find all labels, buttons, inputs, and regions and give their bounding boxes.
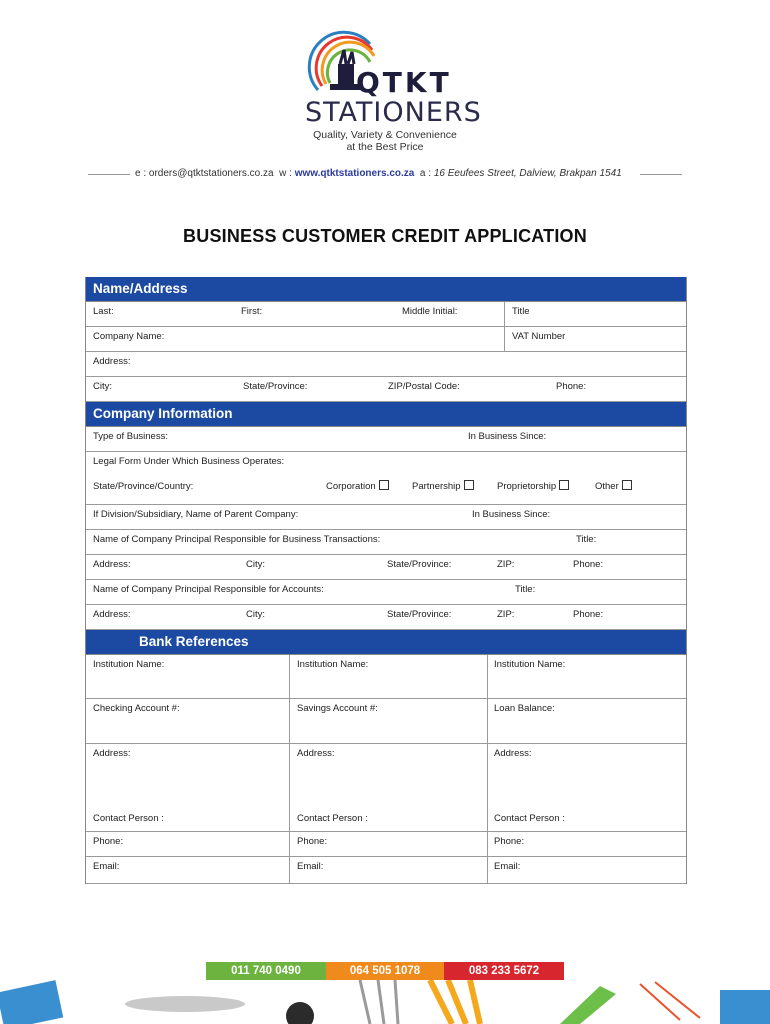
address-label: a : bbox=[419, 168, 432, 179]
partnership-option[interactable] bbox=[412, 480, 474, 492]
title-field[interactable]: Title bbox=[512, 306, 530, 317]
state-2-field[interactable]: State/Province: bbox=[387, 609, 452, 620]
divider bbox=[487, 655, 488, 698]
bank-address-1-field[interactable]: Address: bbox=[93, 748, 131, 759]
zip-2-field[interactable]: ZIP: bbox=[497, 609, 515, 620]
website-link[interactable]: www.qtktstationers.co.za bbox=[294, 168, 415, 179]
checking-account-field[interactable]: Checking Account #: bbox=[93, 703, 180, 714]
institution-2-field[interactable]: Institution Name: bbox=[297, 659, 369, 670]
savings-account-field[interactable]: Savings Account #: bbox=[297, 703, 378, 714]
form-row-bank-email bbox=[86, 857, 686, 884]
first-name-field[interactable]: First: bbox=[241, 306, 263, 317]
form-row-city bbox=[86, 377, 686, 402]
divider bbox=[289, 655, 290, 698]
bank-email-2-field[interactable]: Email: bbox=[297, 861, 324, 872]
bank-email-1-field[interactable]: Email: bbox=[93, 861, 120, 872]
form-row-bank-address bbox=[86, 744, 686, 832]
city-1-field[interactable]: City: bbox=[246, 559, 265, 570]
contact-text bbox=[135, 168, 622, 179]
divider bbox=[289, 744, 290, 831]
form-row-institution bbox=[86, 655, 686, 699]
corporation-checkbox[interactable] bbox=[379, 480, 389, 490]
form-row-address bbox=[86, 352, 686, 377]
corporation-label: Corporation bbox=[326, 481, 376, 492]
form-row-bank-phone bbox=[86, 832, 686, 857]
proprietorship-option[interactable] bbox=[497, 480, 569, 492]
institution-3-field[interactable]: Institution Name: bbox=[494, 659, 566, 670]
divider bbox=[487, 699, 488, 743]
state-country-field[interactable]: State/Province/Country: bbox=[93, 481, 194, 492]
form-row-accounts bbox=[86, 699, 686, 744]
footer-phone-1: 011 740 0490 bbox=[206, 962, 326, 980]
proprietorship-label: Proprietorship bbox=[497, 481, 557, 492]
last-name-field[interactable]: Last: bbox=[93, 306, 114, 317]
state-field[interactable]: State/Province: bbox=[243, 381, 308, 392]
divider bbox=[504, 302, 505, 326]
section-header-company-info: Company Information bbox=[86, 402, 686, 427]
divider bbox=[289, 857, 290, 883]
principal-transactions-field[interactable]: Name of Company Principal Responsible for Business Transactions: bbox=[93, 534, 381, 545]
email-link[interactable]: orders@qtktstationers.co.za bbox=[148, 168, 274, 179]
tagline-line-2: at the Best Price bbox=[346, 141, 424, 153]
business-type-field[interactable]: Type of Business: bbox=[93, 431, 168, 442]
principal-title-2-field[interactable]: Title: bbox=[515, 584, 536, 595]
form-row-principal-tx bbox=[86, 530, 686, 555]
tagline-line-1: Quality, Variety & Convenience bbox=[313, 129, 457, 141]
zip-1-field[interactable]: ZIP: bbox=[497, 559, 515, 570]
bank-phone-1-field[interactable]: Phone: bbox=[93, 836, 124, 847]
form-row-division bbox=[86, 505, 686, 530]
corporation-option[interactable] bbox=[326, 480, 389, 492]
phone-2-field[interactable]: Phone: bbox=[573, 609, 604, 620]
form-row-name bbox=[86, 302, 686, 327]
zip-field[interactable]: ZIP/Postal Code: bbox=[388, 381, 460, 392]
divider bbox=[504, 327, 505, 351]
city-2-field[interactable]: City: bbox=[246, 609, 265, 620]
footer-phone-3: 083 233 5672 bbox=[444, 962, 564, 980]
parent-company-field[interactable]: If Division/Subsidiary, Name of Parent Company: bbox=[93, 509, 299, 520]
contact-person-3-field[interactable]: Contact Person : bbox=[494, 813, 565, 824]
company-address: 16 Eeufees Street, Dalview, Brakpan 1541 bbox=[433, 168, 622, 179]
partnership-checkbox[interactable] bbox=[464, 480, 474, 490]
bank-address-3-field[interactable]: Address: bbox=[494, 748, 532, 759]
divider bbox=[289, 699, 290, 743]
bank-phone-3-field[interactable]: Phone: bbox=[494, 836, 525, 847]
bank-phone-2-field[interactable]: Phone: bbox=[297, 836, 328, 847]
divider bbox=[289, 832, 290, 856]
business-since-2-field[interactable]: In Business Since: bbox=[472, 509, 551, 520]
address-2-field[interactable]: Address: bbox=[93, 609, 131, 620]
form-row-company bbox=[86, 327, 686, 352]
credit-application-form bbox=[85, 277, 687, 884]
proprietorship-checkbox[interactable] bbox=[559, 480, 569, 490]
email-label: e : bbox=[135, 168, 147, 179]
section-header-bank-references: Bank References bbox=[86, 630, 686, 655]
phone-field[interactable]: Phone: bbox=[556, 381, 587, 392]
state-1-field[interactable]: State/Province: bbox=[387, 559, 452, 570]
address-1-field[interactable]: Address: bbox=[93, 559, 131, 570]
web-label: w : bbox=[279, 168, 292, 179]
divider bbox=[487, 857, 488, 883]
company-name-field[interactable]: Company Name: bbox=[93, 331, 165, 342]
form-row-principal-acc bbox=[86, 580, 686, 605]
other-label: Other bbox=[595, 481, 619, 492]
city-field[interactable]: City: bbox=[93, 381, 112, 392]
contact-person-1-field[interactable]: Contact Person : bbox=[93, 813, 164, 824]
footer-phone-2: 064 505 1078 bbox=[326, 962, 444, 980]
business-since-field[interactable]: In Business Since: bbox=[468, 431, 547, 442]
principal-accounts-field[interactable]: Name of Company Principal Responsible for Accounts: bbox=[93, 584, 324, 595]
legal-form-label: Legal Form Under Which Business Operates: bbox=[93, 456, 285, 467]
divider bbox=[487, 744, 488, 831]
vat-number-field[interactable]: VAT Number bbox=[512, 331, 566, 342]
other-option[interactable] bbox=[595, 480, 632, 492]
principal-title-1-field[interactable]: Title: bbox=[576, 534, 597, 545]
form-row-principal-tx-address bbox=[86, 555, 686, 580]
divider bbox=[640, 174, 682, 175]
brand-name: QTKT bbox=[356, 66, 452, 99]
brand-subtitle: STATIONERS bbox=[305, 97, 482, 128]
phone-1-field[interactable]: Phone: bbox=[573, 559, 604, 570]
stationery-illustration-icon bbox=[0, 980, 770, 1024]
divider bbox=[487, 832, 488, 856]
contact-bar bbox=[0, 168, 770, 182]
partnership-label: Partnership bbox=[412, 481, 461, 492]
divider bbox=[88, 174, 130, 175]
institution-1-field[interactable]: Institution Name: bbox=[93, 659, 165, 670]
bank-email-3-field[interactable]: Email: bbox=[494, 861, 521, 872]
form-row-business-type bbox=[86, 427, 686, 452]
contact-person-2-field[interactable]: Contact Person : bbox=[297, 813, 368, 824]
document-title: BUSINESS CUSTOMER CREDIT APPLICATION bbox=[183, 226, 587, 246]
section-header-name-address: Name/Address bbox=[86, 277, 686, 302]
middle-initial-field[interactable]: Middle Initial: bbox=[402, 306, 458, 317]
loan-balance-field[interactable]: Loan Balance: bbox=[494, 703, 555, 714]
address-field[interactable]: Address: bbox=[93, 356, 131, 367]
form-row-principal-acc-address bbox=[86, 605, 686, 630]
other-checkbox[interactable] bbox=[622, 480, 632, 490]
footer-phone-bar bbox=[206, 962, 564, 980]
form-row-legal-form bbox=[86, 452, 686, 505]
bank-address-2-field[interactable]: Address: bbox=[297, 748, 335, 759]
